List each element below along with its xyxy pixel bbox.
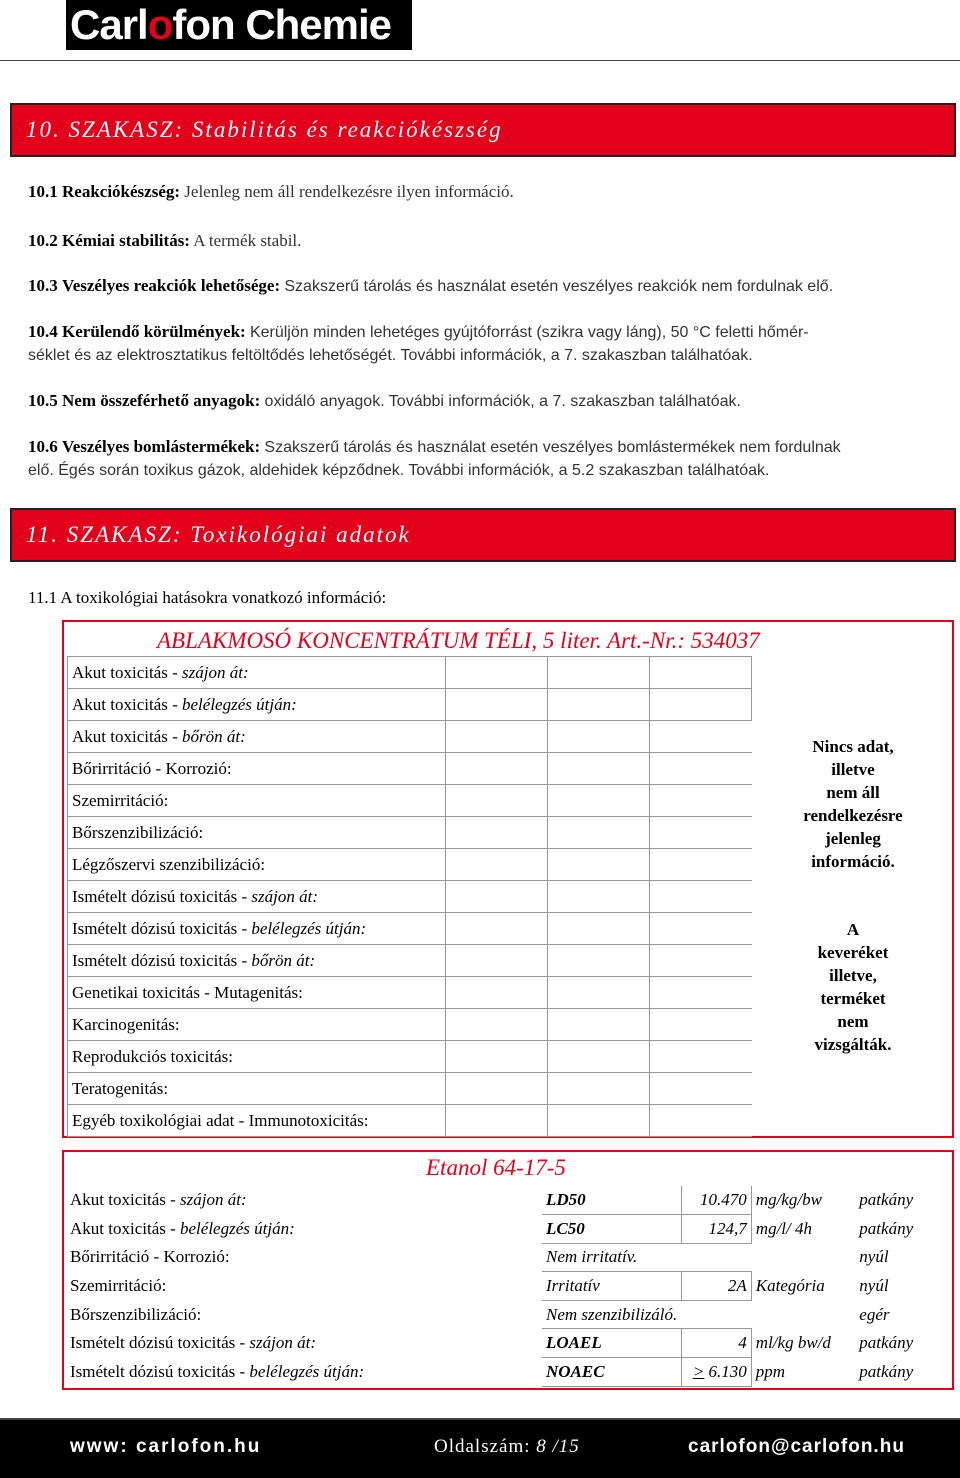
ethanol-species: patkány <box>859 1333 914 1353</box>
ethanol-value <box>681 1300 751 1329</box>
ethanol-row <box>66 1186 955 1215</box>
ethanol-value: 4 <box>681 1329 751 1358</box>
tox-value-cell <box>548 977 650 1009</box>
tox-value-cell <box>446 1009 548 1041</box>
tox-value-cell <box>548 657 650 689</box>
tox-value-cell <box>650 945 752 977</box>
tox-row-label: Reprodukciós toxicitás: <box>68 1041 446 1073</box>
tox-value-cell <box>446 1041 548 1073</box>
ethanol-test-type: Irritatív <box>542 1272 681 1301</box>
tox-row <box>68 849 752 881</box>
tox-value-cell <box>650 1009 752 1041</box>
tox-value-cell <box>446 1073 548 1105</box>
tox-value-cell <box>548 913 650 945</box>
tox-row <box>68 1041 752 1073</box>
tox-row-label: Genetikai toxicitás - Mutagenitás: <box>68 977 446 1009</box>
tox-value-cell <box>650 881 752 913</box>
tox-row-label: Bőrirritáció - Korrozió: <box>68 753 446 785</box>
tox-value-cell <box>548 945 650 977</box>
ethanol-species: patkány <box>859 1218 914 1238</box>
ethanol-row-label: Bőrszenzibilizáció: <box>70 1304 202 1324</box>
tox-value-cell <box>650 913 752 945</box>
tox-value-cell <box>548 817 650 849</box>
tox-row-label: Teratogenitás: <box>68 1073 446 1105</box>
ethanol-test-type: Nem irritatív. <box>542 1243 681 1272</box>
footer-page-number: Oldalszám: 8 /15 <box>434 1436 580 1457</box>
tox-value-cell <box>548 881 650 913</box>
tox-row-label: Légzőszervi szenzibilizáció: <box>68 849 446 881</box>
tox-value-cell <box>446 785 548 817</box>
tox-value-cell <box>446 881 548 913</box>
ethanol-unit <box>751 1300 855 1329</box>
tox-value-cell <box>446 913 548 945</box>
tox-value-cell <box>548 785 650 817</box>
tox-subheading: 11.1 A toxikológiai hatásokra vonatkozó információ: <box>28 588 387 607</box>
tox-value-cell <box>548 849 650 881</box>
tox-row <box>68 913 752 945</box>
logo-text-1: Carl <box>70 1 148 48</box>
tox-value-cell <box>650 977 752 1009</box>
tox-value-cell <box>548 753 650 785</box>
ethanol-tox-table <box>66 1186 955 1387</box>
tox-value-cell <box>446 945 548 977</box>
ethanol-row-label: Akut toxicitás - belélegzés útján: <box>70 1218 295 1238</box>
ethanol-row <box>66 1272 955 1301</box>
ethanol-unit: Kategória <box>755 1276 825 1296</box>
note-line: illetve <box>831 760 875 779</box>
tox-row <box>68 753 752 785</box>
tox-value-cell <box>650 1105 752 1137</box>
tox-row <box>68 721 752 753</box>
tox-value-cell <box>548 689 650 721</box>
note-line: Nincs adat, <box>812 737 894 756</box>
ethanol-row <box>66 1358 955 1387</box>
ethanol-test-type: LC50 <box>542 1215 681 1244</box>
ethanol-unit <box>751 1243 855 1272</box>
note-line: nem <box>837 1012 869 1031</box>
section-11-heading: 11. SZAKASZ: Toxikológiai adatok <box>10 508 956 562</box>
ethanol-row-label: Ismételt dózisú toxicitás - belélegzés útján: <box>70 1361 365 1381</box>
note-line: A <box>846 920 860 939</box>
note-line: illetve, <box>829 966 877 985</box>
note-line: nem áll <box>826 783 880 802</box>
para-10-3: 10.3 Veszélyes reakciók lehetősége: Szakszerű tárolás és használat esetén veszélyes reakciók nem fordulnak elő. <box>28 276 834 295</box>
ethanol-species: egér <box>859 1304 890 1324</box>
tox-row-label: Bőrszenzibilizáció: <box>68 817 446 849</box>
ethanol-row-label: Szemirritáció: <box>70 1276 167 1296</box>
ethanol-test-type: LD50 <box>542 1186 681 1215</box>
tox-row <box>68 977 752 1009</box>
ethanol-unit: ml/kg bw/d <box>755 1333 831 1353</box>
tox-row-label: Szemirritáció: <box>68 785 446 817</box>
para-10-5: 10.5 Nem összeférhető anyagok: oxidáló anyagok. További információk, a 7. szakaszban találhatóak. <box>28 391 741 410</box>
para-10-4: 10.4 Kerülendő körülmények: Kerüljön minden lehetéges gyújtóforrást (szikra vagy láng), 50 °C feletti hőmér- séklet és az elektrosztatikus feltöltődés lehetőségét. További információk, a 7. szakaszban találhatóak. <box>28 322 809 364</box>
tox-value-cell <box>650 721 752 753</box>
tox-value-cell <box>446 849 548 881</box>
note-line: rendelkezésre <box>803 806 903 825</box>
ethanol-row-label: Bőrirritáció - Korrozió: <box>70 1247 230 1267</box>
tox-row <box>68 1105 752 1137</box>
tox-row-label: Ismételt dózisú toxicitás - bőrön át: <box>68 945 446 977</box>
ethanol-row <box>66 1215 955 1244</box>
tox-value-cell <box>650 689 752 721</box>
tox-row <box>68 657 752 689</box>
para-10-6: 10.6 Veszélyes bomlástermékek: Szakszerű tárolás és használat esetén veszélyes bomlástermékek nem fordulnak elő. Égés során toxikus gázok, aldehidek képződnek. További információk, a 5.2 szakaszban találhatóak. <box>28 437 841 479</box>
ethanol-row-label: Ismételt dózisú toxicitás - szájon át: <box>70 1333 316 1353</box>
tox-row-label: Akut toxicitás - belélegzés útján: <box>68 689 446 721</box>
tox-value-cell <box>446 817 548 849</box>
ethanol-row <box>66 1300 955 1329</box>
ethanol-value: 124,7 <box>681 1215 751 1244</box>
tox-row <box>68 1073 752 1105</box>
product-tox-table <box>67 656 752 1137</box>
no-data-note <box>780 735 926 873</box>
ethanol-unit: ppm <box>755 1361 786 1381</box>
tox-row <box>68 945 752 977</box>
section-10-heading: 10. SZAKASZ: Stabilitás és reakciókészség <box>10 103 956 157</box>
tox-value-cell <box>446 753 548 785</box>
note-line: terméket <box>820 989 886 1008</box>
ethanol-unit: mg/l/ 4h <box>755 1218 812 1238</box>
tox-row <box>68 785 752 817</box>
ethanol-species: patkány <box>859 1190 914 1210</box>
tox-row <box>68 881 752 913</box>
ethanol-row-label: Akut toxicitás - szájon át: <box>70 1190 247 1210</box>
tox-value-cell <box>446 721 548 753</box>
para-10-1: 10.1 Reakciókészség: Jelenleg nem áll rendelkezésre ilyen információ. <box>28 182 514 201</box>
tox-row-label: Ismételt dózisú toxicitás - belélegzés útján: <box>68 913 446 945</box>
page-footer <box>0 1420 960 1478</box>
tox-value-cell <box>548 1041 650 1073</box>
tox-row-label: Karcinogenitás: <box>68 1009 446 1041</box>
ethanol-value: 2A <box>681 1272 751 1301</box>
tox-row-label: Egyéb toxikológiai adat - Immunotoxicitás: <box>68 1105 446 1137</box>
footer-website[interactable]: www: carlofon.hu <box>70 1436 262 1457</box>
logo-text-3: fon Chemie <box>172 1 392 48</box>
tox-row-label: Ismételt dózisú toxicitás - szájon át: <box>68 881 446 913</box>
para-10-2: 10.2 Kémiai stabilitás: A termék stabil. <box>28 231 302 250</box>
tox-row <box>68 689 752 721</box>
tox-row-label: Akut toxicitás - szájon át: <box>68 657 446 689</box>
tox-value-cell <box>650 657 752 689</box>
tox-value-cell <box>650 817 752 849</box>
ethanol-value <box>681 1243 751 1272</box>
ethanol-species: patkány <box>859 1361 914 1381</box>
tox-value-cell <box>650 1041 752 1073</box>
tox-value-cell <box>446 689 548 721</box>
tox-value-cell <box>548 1073 650 1105</box>
tox-value-cell <box>446 657 548 689</box>
tox-value-cell <box>548 721 650 753</box>
not-tested-note <box>780 918 926 1056</box>
ethanol-test-type: LOAEL <box>542 1329 681 1358</box>
tox-value-cell <box>548 1009 650 1041</box>
header-divider <box>0 60 960 61</box>
tox-value-cell <box>548 1105 650 1137</box>
tox-row <box>68 1009 752 1041</box>
logo-text-2: o <box>147 1 173 48</box>
note-line: információ. <box>811 852 895 871</box>
tox-value-cell <box>650 849 752 881</box>
tox-row <box>68 817 752 849</box>
product-table-title: ABLAKMOSÓ KONCENTRÁTUM TÉLI, 5 liter. Art.-Nr.: 534037 <box>157 628 760 653</box>
note-line: keveréket <box>817 943 889 962</box>
footer-email[interactable]: carlofon@carlofon.hu <box>688 1436 905 1457</box>
company-logo <box>66 0 412 50</box>
tox-value-cell <box>650 1073 752 1105</box>
ethanol-row <box>66 1243 955 1272</box>
tox-value-cell <box>650 785 752 817</box>
note-line: vizsgálták. <box>814 1035 892 1054</box>
ethanol-value: > 6.130 <box>681 1358 751 1387</box>
ethanol-test-type: Nem szenzibilizáló. <box>542 1300 681 1329</box>
tox-row-label: Akut toxicitás - bőrön át: <box>68 721 446 753</box>
tox-value-cell <box>446 977 548 1009</box>
tox-value-cell <box>446 1105 548 1137</box>
ethanol-row <box>66 1329 955 1358</box>
note-line: jelenleg <box>825 829 881 848</box>
ethanol-table-title: Etanol 64-17-5 <box>426 1155 566 1180</box>
ethanol-value: 10.470 <box>681 1186 751 1215</box>
ethanol-species: nyúl <box>859 1247 889 1267</box>
tox-value-cell <box>650 753 752 785</box>
ethanol-unit: mg/kg/bw <box>755 1190 822 1210</box>
ethanol-test-type: NOAEC <box>542 1358 681 1387</box>
ethanol-species: nyúl <box>859 1276 889 1296</box>
